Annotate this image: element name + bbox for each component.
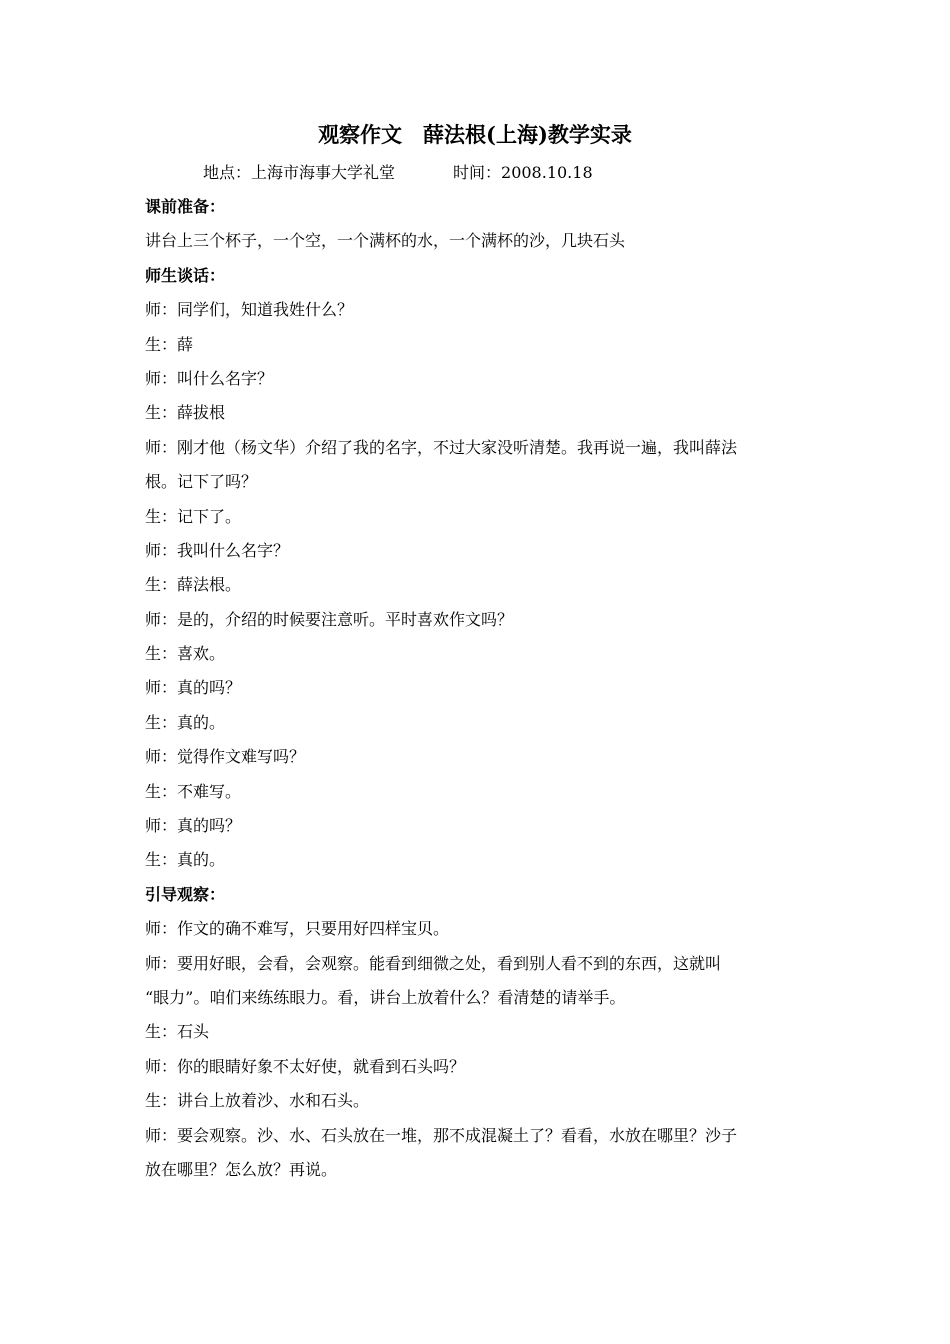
dialogue-line: 生：石头 bbox=[145, 1022, 210, 1042]
section-heading: 引导观察： bbox=[145, 884, 226, 904]
dialogue-line: 师：同学们，知道我姓什么？ bbox=[145, 300, 354, 320]
dialogue-line: 师：我叫什么名字？ bbox=[145, 540, 290, 560]
dialogue-line: 师：觉得作文难写吗？ bbox=[145, 747, 306, 767]
dialogue-line: 生：薛拔根 bbox=[145, 403, 226, 423]
dialogue-line: 师：你的眼睛好象不太好使，就看到石头吗？ bbox=[145, 1056, 466, 1076]
document-body bbox=[145, 190, 815, 1187]
dialogue-line: 生：真的。 bbox=[145, 850, 226, 870]
dialogue-line: 师：真的吗？ bbox=[145, 816, 242, 836]
section-heading: 课前准备： bbox=[145, 197, 226, 216]
dialogue-line: “眼力”。咱们来练练眼力。看，讲台上放着什么？看清楚的请举手。 bbox=[145, 987, 626, 1007]
dialogue-line: 师：要用好眼，会看，会观察。能看到细微之处，看到别人看不到的东西，这就叫 bbox=[145, 953, 722, 973]
dialogue-line: 师：刚才他（杨文华）介绍了我的名字，不过大家没听清楚。我再说一遍，我叫薛法 bbox=[145, 437, 738, 457]
dialogue-line: 生：讲台上放着沙、水和石头。 bbox=[145, 1091, 370, 1111]
document-title: 观察作文 薛法根(上海)教学实录 bbox=[318, 122, 632, 147]
location-text: 地点：上海市海事大学礼堂 bbox=[203, 163, 396, 182]
dialogue-line: 生：真的。 bbox=[145, 712, 226, 732]
dialogue-line: 讲台上三个杯子，一个空，一个满杯的水，一个满杯的沙，几块石头 bbox=[145, 231, 626, 251]
dialogue-line: 生：记下了。 bbox=[145, 506, 242, 526]
dialogue-line: 师：是的，介绍的时候要注意听。平时喜欢作文吗？ bbox=[145, 609, 514, 629]
dialogue-line: 生：喜欢。 bbox=[145, 644, 226, 664]
dialogue-line: 根。记下了吗？ bbox=[145, 472, 258, 492]
dialogue-line: 生：薛法根。 bbox=[145, 575, 242, 595]
document-meta bbox=[203, 158, 593, 188]
time-text: 时间：2008.10.18 bbox=[453, 163, 593, 182]
dialogue-line: 生：不难写。 bbox=[145, 781, 242, 801]
dialogue-line: 师：真的吗？ bbox=[145, 678, 242, 698]
dialogue-line: 放在哪里？怎么放？再说。 bbox=[145, 1159, 338, 1179]
dialogue-line: 师：要会观察。沙、水、石头放在一堆，那不成混凝土了？看看，水放在哪里？沙子 bbox=[145, 1125, 738, 1145]
dialogue-line: 师：叫什么名字？ bbox=[145, 368, 274, 388]
dialogue-line: 生：薛 bbox=[145, 334, 194, 354]
dialogue-line: 师：作文的确不难写，只要用好四样宝贝。 bbox=[145, 919, 450, 939]
section-heading: 师生谈话： bbox=[145, 265, 226, 285]
